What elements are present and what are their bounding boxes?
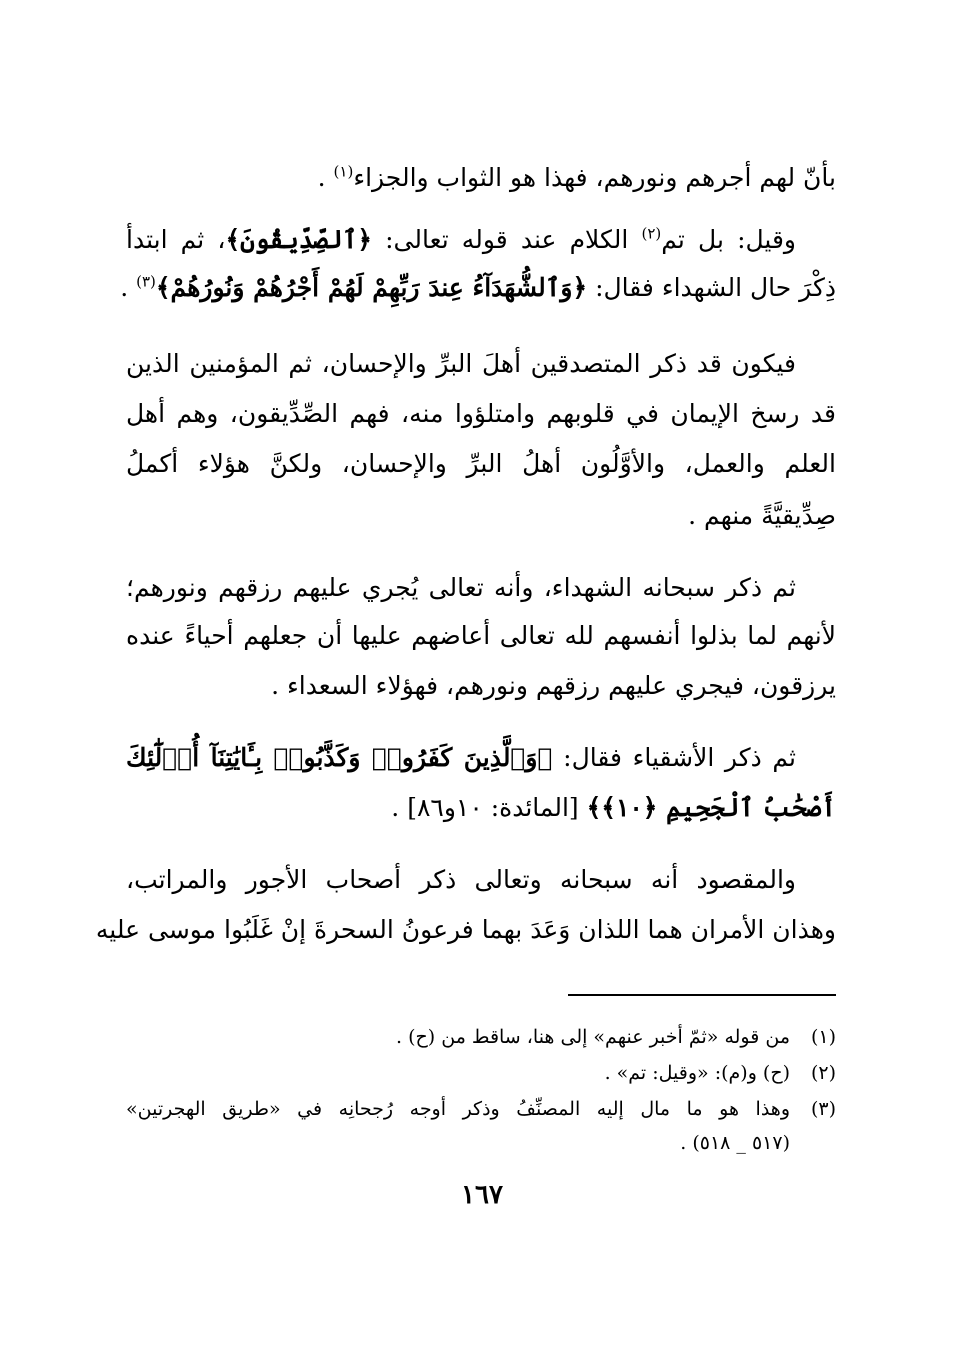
text-run: الكلام عند قوله تعالى:	[371, 225, 642, 254]
quran-verse: ﴿وَٱلشُّهَدَآءُ عِندَ رَبِّهِمْ لَهُمْ أَجْرُهُمْ وَنُورُهُمْ﴾	[155, 273, 588, 302]
footnote-1	[126, 1022, 836, 1052]
paragraph-6-line-2: وهذان الأمران هما اللذان وَعَدَ بهما فرعونُ السحرةَ إنْ غَلَبُوا موسى عليه	[95, 915, 836, 944]
footnote-divider	[568, 994, 836, 996]
footnote-3	[126, 1094, 836, 1124]
paragraph-4-line-1: ثم ذكر سبحانه الشهداء، وأنه تعالى يُجري عليهم رزقهم ونورهم؛	[126, 573, 796, 602]
footnote-number: (٣)	[810, 1098, 836, 1120]
text-run: وقيل: بل تم	[661, 225, 796, 254]
quran-verse: ﴿ٱلصِّدِّيقُونَ﴾	[225, 225, 372, 254]
paragraph-2-line-2	[120, 268, 836, 308]
paragraph-2-line-1	[126, 220, 836, 260]
footnote-text: وهذا هو ما مال إليه المصنِّفُ وذكر أوجه رُجحانِه في «طريق الهجرتين»	[126, 1098, 790, 1120]
footnote-text: من قوله «ثمّ أخبر عنهم» إلى هنا، ساقط من (ح) .	[396, 1026, 790, 1048]
footnote-number: (٢)	[810, 1062, 836, 1084]
text-run: ثم ذكر الأشقياء فقال:	[552, 743, 796, 772]
footnote-ref-2: (٢)	[641, 224, 662, 243]
footnote-ref-3: (٣)	[136, 272, 156, 291]
paragraph-5-line-2	[126, 788, 836, 828]
text-run: ذِكْرَ حال الشهداء فقال:	[587, 273, 836, 302]
footnote-number: (١)	[810, 1026, 836, 1048]
quran-verse: أَصْحَٰبُ ٱلْجَحِيمِ ﴿١٠﴾﴾	[586, 793, 836, 822]
text-run: .	[120, 273, 137, 302]
text-run: .	[317, 163, 334, 192]
paragraph-4-line-3: يرزقون، فيجري عليهم رزقهم ونورهم، فهؤلاء السعداء .	[271, 671, 836, 700]
text-run: ، ثم ابتدأ	[126, 225, 226, 254]
page-number: ١٦٧	[461, 1180, 503, 1210]
paragraph-1-line-1	[126, 158, 836, 198]
paragraph-3-line-4: صِدِّيقيَّةً منهم .	[688, 501, 836, 530]
paragraph-5-line-1	[126, 738, 836, 778]
footnote-text: (ح) و(م): «وقيل: تم» .	[604, 1062, 790, 1084]
paragraph-3-line-2: قد رسخ الإيمان في قلوبهم وامتلؤوا منه، فهم الصِّدِّيقون، وهم أهل	[126, 399, 836, 428]
text-run: بأنّ لهم أجرهم ونورهم، فهذا هو الثواب والجزاء	[353, 163, 836, 192]
paragraph-4-line-2: لأنهم لما بذلوا أنفسهم لله تعالى أعاضهم عليها أن جعلهم أحياءً عنده	[126, 621, 836, 650]
footnote-ref-1: (١)	[333, 162, 354, 181]
footnote-3-continuation: (٥١٧ _ ٥١٨) .	[680, 1132, 790, 1154]
paragraph-6-line-1: والمقصود أنه سبحانه وتعالى ذكر أصحاب الأجور والمراتب،	[126, 865, 796, 894]
quran-verse: ﴿وَٱلَّذِينَ كَفَرُوا۟ وَكَذَّبُوا۟ بِـَٔايَٰتِنَآ أُو۟لَٰٓئِكَ	[126, 743, 553, 772]
paragraph-3-line-3: العلم والعمل، والأوَّلُون أهلُ البرِّ والإحسان، ولكنَّ هؤلاء أكملُ	[126, 449, 836, 478]
text-run: [المائدة: ١٠و٨٦] .	[391, 793, 587, 822]
footnote-2	[126, 1058, 836, 1088]
paragraph-3-line-1: فيكون قد ذكر المتصدقين أهلَ البرِّ والإحسان، ثم المؤمنين الذين	[126, 349, 796, 378]
